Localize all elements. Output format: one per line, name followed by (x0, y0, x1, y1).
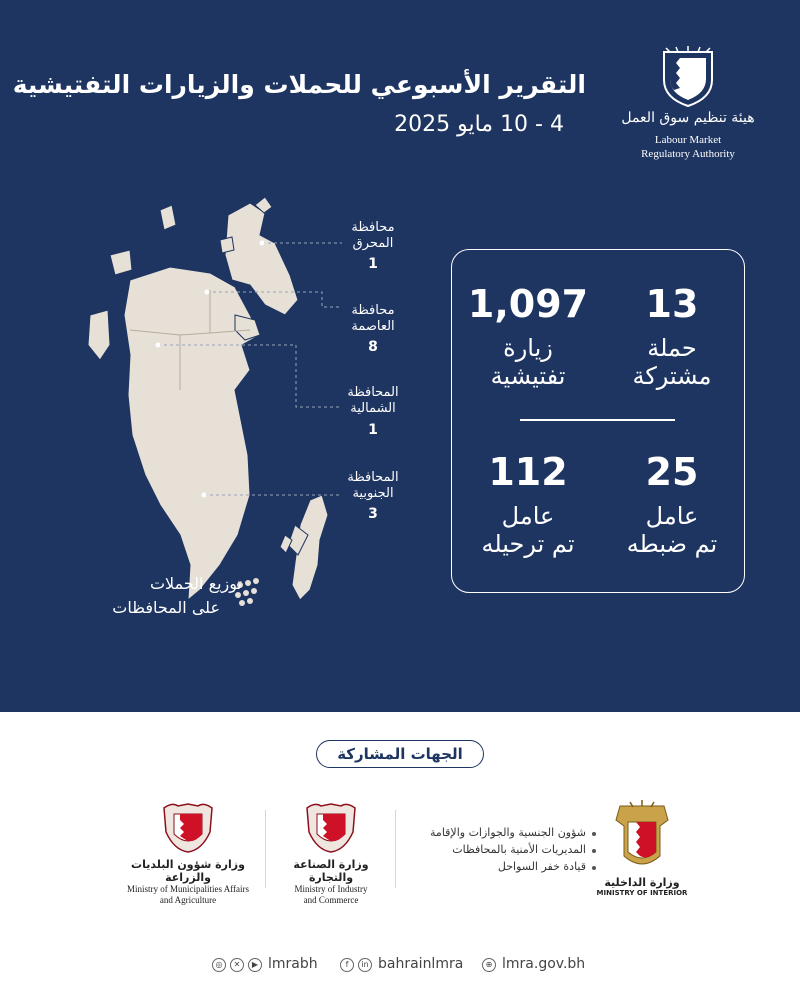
governorate-southern-line1: المحافظة (347, 470, 399, 485)
stat-deported-line2: تم ترحيله (481, 530, 575, 558)
moi-bullet-1 (592, 832, 596, 836)
municipalities-logo (108, 802, 268, 906)
governorate-northern-line2: الشمالية (350, 401, 396, 416)
municipalities-arabic-name: وزارة شؤون البلديات والزراعة (131, 858, 245, 884)
report-title: التقرير الأسبوعي للحملات والزيارات التفتيشية (12, 70, 586, 99)
partner-separator (395, 810, 396, 888)
industry-english-line2: and Commerce (303, 895, 359, 905)
industry-emblem-icon (301, 802, 361, 854)
lmra-arabic-name: هيئة تنظيم سوق العمل (621, 110, 755, 126)
lmra-logo (618, 46, 758, 166)
stat-visits-value: 1,097 (467, 282, 589, 326)
industry-arabic-name: وزارة الصناعة والتجارة (293, 858, 369, 884)
lmra-english-line1: Labour Market (654, 134, 722, 146)
moi-english-name: MINISTRY OF INTERIOR (596, 889, 688, 897)
industry-english-line1: Ministry of Industry (294, 884, 368, 894)
youtube-icon[interactable]: ▶ (248, 958, 262, 972)
instagram-icon[interactable]: ◎ (212, 958, 226, 972)
linkedin-icon[interactable]: in (358, 958, 372, 972)
moi-emblem-icon (610, 800, 674, 874)
stat-visits-line2: تفتيشية (490, 362, 566, 390)
website-link[interactable]: lmra.gov.bh (502, 956, 586, 972)
moi-bullet-3 (592, 866, 596, 870)
governorate-northern-count: 1 (368, 422, 378, 438)
lmra-english-line2: Regulatory Authority (641, 148, 735, 160)
social-handle-bahrainlmra[interactable]: bahrainlmra (378, 956, 464, 972)
x-icon[interactable]: ✕ (230, 958, 244, 972)
stat-deported-line1: عامل (501, 502, 555, 530)
industry-logo (276, 802, 386, 906)
stat-deported-value: 112 (488, 450, 568, 494)
governorate-southern-label (333, 470, 413, 502)
governorate-capital-line2: العاصمة (351, 319, 395, 334)
municipalities-english-line2: and Agriculture (159, 895, 217, 905)
governorate-southern-count: 3 (368, 506, 378, 522)
facebook-icon[interactable]: f (340, 958, 354, 972)
governorate-capital-label (333, 303, 413, 335)
partners-heading: الجهات المشاركة (316, 740, 484, 768)
stat-arrested-line1: عامل (645, 502, 699, 530)
governorate-capital-count: 8 (368, 339, 378, 355)
moi-logo (592, 800, 692, 897)
moi-bullet-2 (592, 849, 596, 853)
governorate-muharraq-label (333, 220, 413, 252)
report-date-range: 4 - 10 مايو 2025 (394, 112, 564, 137)
map-caption-line1: توزيع الحملات (149, 574, 242, 593)
stat-campaigns-line2: مشتركة (632, 362, 712, 390)
stat-arrested-value: 25 (645, 450, 699, 494)
governorate-northern-line1: المحافظة (347, 385, 399, 400)
social-handle-lmrabh[interactable]: lmrabh (268, 956, 318, 972)
stat-campaigns-value: 13 (645, 282, 699, 326)
municipalities-emblem-icon (158, 802, 218, 854)
stat-campaigns-line1: حملة (647, 334, 697, 362)
lmra-emblem-icon (658, 46, 718, 108)
governorate-northern-label (333, 385, 413, 417)
stat-visits-line1: زيارة (503, 334, 553, 362)
map-land (88, 197, 328, 600)
governorate-southern-line2: الجنوبية (352, 486, 394, 501)
stat-arrested-line2: تم ضبطه (626, 530, 718, 558)
governorate-capital-line1: محافظة (351, 303, 395, 318)
moi-arabic-name: وزارة الداخلية (604, 876, 680, 889)
stats-divider (520, 419, 675, 421)
moi-unit-3: قيادة خفر السواحل (497, 860, 586, 873)
governorate-muharraq-line2: المحرق (352, 236, 394, 251)
moi-unit-1: شؤون الجنسية والجوازات والإقامة (430, 826, 586, 839)
map-caption-line2: على المحافظات (112, 598, 220, 617)
governorate-muharraq-count: 1 (368, 256, 378, 272)
municipalities-english-line1: Ministry of Municipalities Affairs (126, 884, 250, 894)
bahrain-map (60, 195, 360, 615)
globe-icon[interactable]: ⊕ (482, 958, 496, 972)
moi-unit-2: المديريات الأمنية بالمحافظات (452, 843, 586, 856)
governorate-muharraq-line1: محافظة (351, 220, 395, 235)
